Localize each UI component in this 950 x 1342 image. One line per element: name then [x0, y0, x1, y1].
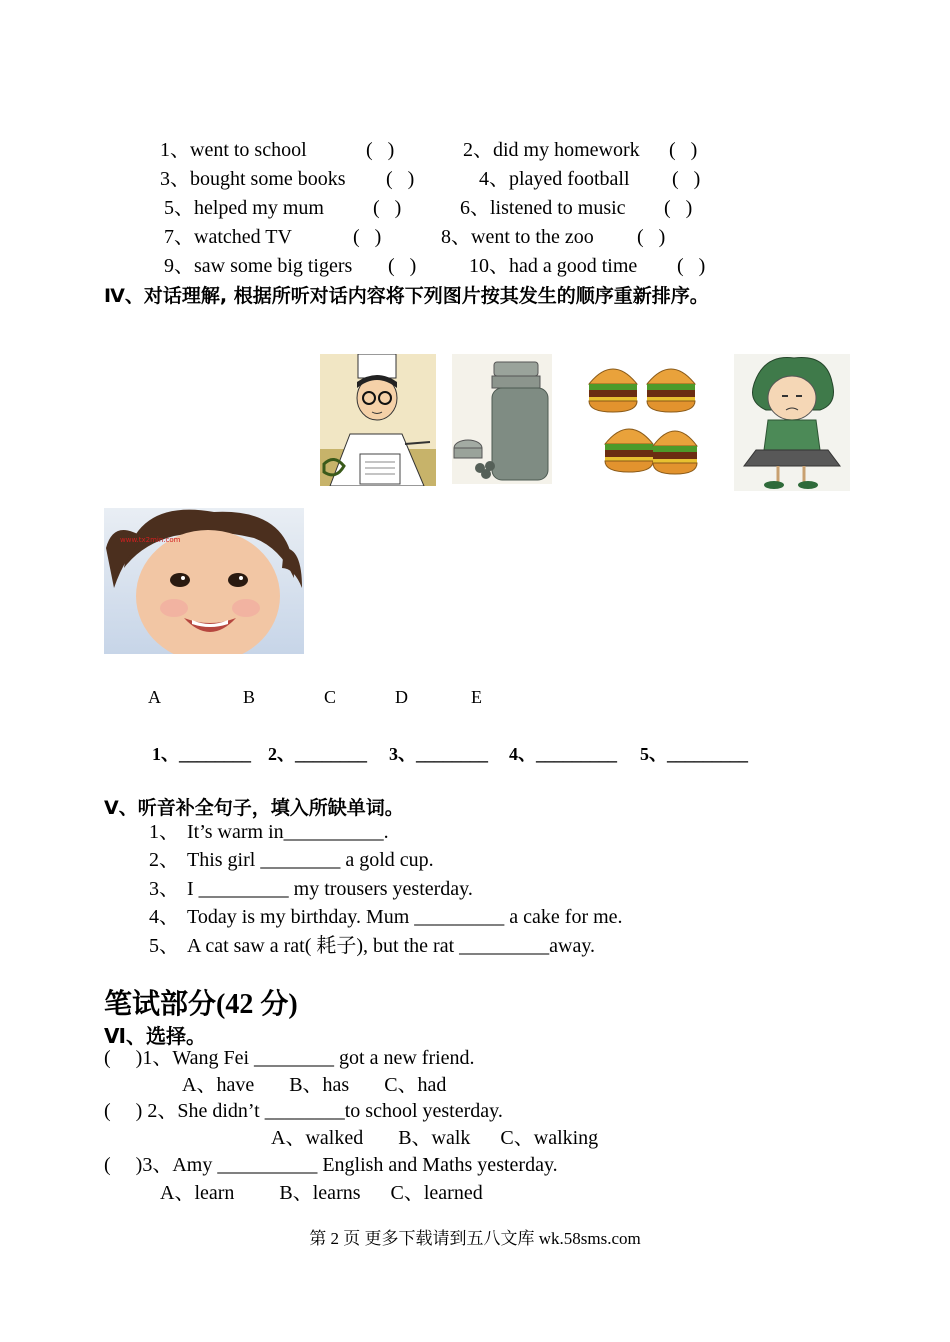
- choice-options-3[interactable]: A、learn B、learns C、learned: [160, 1182, 483, 1204]
- fill-item-4[interactable]: Today is my birthday. Mum _________ a cake for me.: [187, 906, 623, 928]
- sick-girl-picture: [734, 354, 850, 491]
- fill-item-3[interactable]: I _________ my trousers yesterday.: [187, 878, 473, 900]
- fill-item-2[interactable]: This girl ________ a gold cup.: [187, 849, 434, 871]
- listen-item-8-paren[interactable]: ( ): [637, 226, 666, 248]
- choice-options-1[interactable]: A、have B、has C、had: [182, 1074, 447, 1096]
- listen-item-10: 10、had a good time: [469, 255, 638, 277]
- listen-item-7: 7、watched TV: [164, 226, 292, 248]
- fill-item-4-num: 4、: [149, 906, 179, 928]
- written-section-title: 笔试部分(42 分): [104, 989, 298, 1020]
- listen-item-9: 9、saw some big tigers: [164, 255, 353, 277]
- child-photo: [104, 508, 304, 654]
- doctor-picture: [320, 354, 436, 486]
- fill-item-5[interactable]: A cat saw a rat( 耗子), but the rat _________away.: [187, 935, 596, 957]
- fill-item-1-end: .: [383, 821, 389, 843]
- order-answer-2[interactable]: 2、________: [268, 744, 367, 764]
- order-answer-5[interactable]: 5、_________: [640, 744, 748, 764]
- listen-item-6: 6、listened to music: [460, 197, 626, 219]
- choice-question-1[interactable]: ( )1、Wang Fei ________ got a new friend.: [104, 1047, 475, 1069]
- listen-item-2: 2、did my homework: [463, 139, 640, 161]
- listen-item-2-paren[interactable]: ( ): [669, 139, 698, 161]
- listen-item-10-paren[interactable]: ( ): [677, 255, 706, 277]
- listen-item-3-paren[interactable]: ( ): [386, 168, 415, 190]
- photo-watermark: www.tx2min.com: [120, 536, 181, 544]
- listen-item-4-paren[interactable]: ( ): [672, 168, 701, 190]
- section-6-title: Ⅵ、选择。: [104, 1024, 206, 1048]
- fill-item-1-text: It’s warm in: [187, 821, 284, 843]
- picture-label-d: D: [395, 687, 408, 707]
- picture-label-c: C: [324, 687, 337, 707]
- listen-item-6-paren[interactable]: ( ): [664, 197, 693, 219]
- choice-question-3[interactable]: ( )3、Amy __________ English and Maths yesterday.: [104, 1154, 558, 1176]
- fill-item-1-num: 1、: [149, 821, 179, 843]
- section-5-title: V、听音补全句子，填入所缺单词。: [104, 797, 404, 819]
- fill-item-5-num: 5、: [149, 935, 179, 957]
- listen-item-8: 8、went to the zoo: [441, 226, 594, 248]
- order-answer-4[interactable]: 4、_________: [509, 744, 617, 764]
- fill-item-3-num: 3、: [149, 878, 179, 900]
- choice-question-2[interactable]: ( ) 2、She didn’t ________to school yesterday.: [104, 1100, 503, 1122]
- choice-options-2[interactable]: A、walked B、walk C、walking: [271, 1127, 599, 1149]
- fill-item-1: [187, 820, 389, 844]
- medicine-bottle-picture: [452, 354, 552, 484]
- listen-item-5-paren[interactable]: ( ): [373, 197, 402, 219]
- listen-item-3: 3、bought some books: [160, 168, 346, 190]
- picture-label-e: E: [471, 687, 482, 707]
- fill-item-1-blank[interactable]: __________: [283, 821, 384, 843]
- listen-item-1: 1、went to school: [160, 139, 307, 161]
- listen-item-5: 5、helped my mum: [164, 197, 324, 219]
- listen-item-1-paren[interactable]: ( ): [366, 139, 395, 161]
- listen-item-9-paren[interactable]: ( ): [388, 255, 417, 277]
- fill-item-2-num: 2、: [149, 849, 179, 871]
- picture-label-b: B: [243, 687, 256, 707]
- listen-item-4: 4、played football: [479, 168, 630, 190]
- order-answer-1[interactable]: 1、________: [152, 744, 251, 764]
- hamburgers-picture: [585, 354, 701, 486]
- order-answer-3[interactable]: 3、________: [389, 744, 488, 764]
- picture-label-a: A: [148, 687, 161, 707]
- listen-item-7-paren[interactable]: ( ): [353, 226, 382, 248]
- page-footer: 第 2 页 更多下载请到五八文库 wk.58sms.com: [309, 1229, 641, 1248]
- section-4-title: Ⅳ、对话理解, 根据所听对话内容将下列图片按其发生的顺序重新排序。: [104, 285, 709, 307]
